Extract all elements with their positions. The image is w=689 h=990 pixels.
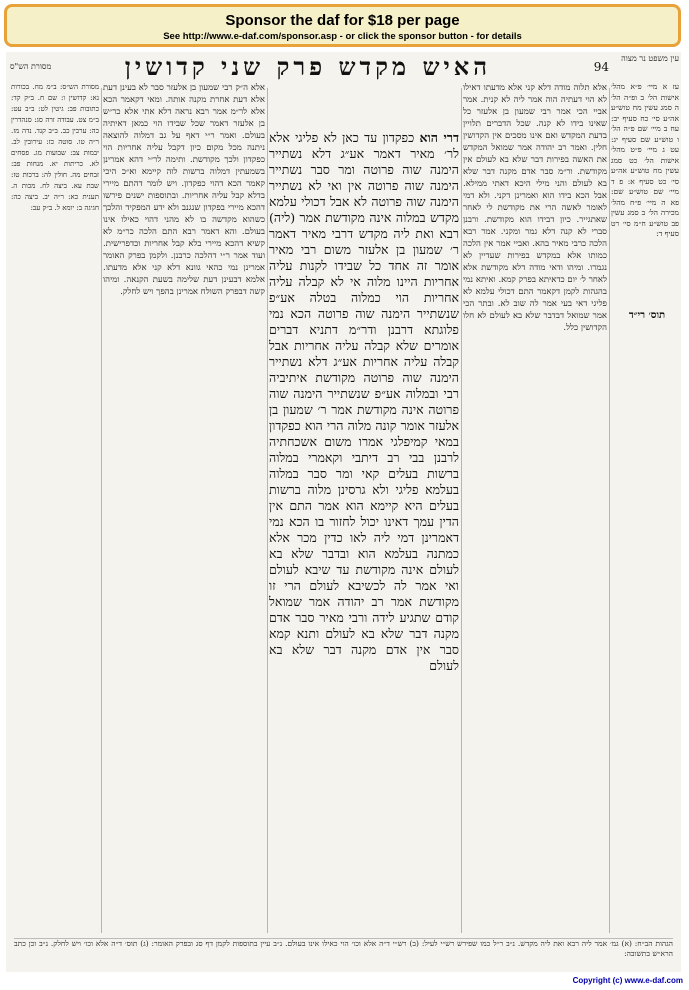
column-divider (101, 88, 102, 933)
page-headline: האיש מקדש פרק שני קדושין (124, 52, 491, 81)
page-number: 94 (593, 60, 609, 74)
sponsor-title: Sponsor the daf for $18 per page (225, 12, 460, 29)
hagahot-footnotes: הגהות הב״ח: (א) גמ׳ אמר ליה רבא ואת ליה מקדש. נ״ב ר״ל כמו שפירש רש״י לעיל: (ב) רש״י ד״ה אלא וכו׳ הוי כאילו אינו בעולם. נ״ב עיין בתוספות לקמן דף סג ובפרק האומר: (ג) תוס׳ ד״ה אלא וכו׳ ויש לחלק. נ״ב וכן כתב הרא״ש בתשובה: (14, 938, 673, 971)
sponsor-subtitle[interactable]: See http://www.e-daf.com/sponsor.asp - or click the sponsor button - for details (163, 31, 522, 42)
gemara-text: כפקדון עד כאן לא פליגי אלא לר׳ מאיר דאמר אע״ג דלא נשתייר הימנה שוה פרוטה ומר סבר נשתייר הימנה שוה פרוטה אין ואי לא נשתייר הימנה שוה פרוטה לא אבל דכולי עלמא מקדש במלוה אינה מקודשת אמר (ליה) רבא ואת ליה מקדש דרבי מאיר דאמר ר׳ שמעון בן אלעזר משום רבי מאיר אומר זה אחד כל שבידו לקנות עליה אחריות היינו מלוה אי לא קבלה עליה אחריות הוי כמלוה בטלה אע״פ שנשתייר הימנה שוה פרוטה הכא נמי פלוגתא דרבנן ודר״מ דתניא דברים אומרים שלא קבלה עליה אחריות אבל קבלה עליה אחריות אע״ג דלא נשתייר הימנה שוה פרוטה מקודשת איתיביה רבי ובמלוה אע״פ שנשתייר הימנה שוה פרוטה אינה מקודשת אמר ר׳ שמעון בן אלעזר אומר קונה מלוה הרי הוא כפקדון במאי קמיפלגי אמרו משום אשכחתיה לרבנן בבי רב דיתבי וקאמרי במלוה ברשות בעלים קאי ומר סבר במלוה בעלמא פליגי ולא גרסינן מלוה ברשות בעלים היא קיימא הוא אמר התם אין הדין עמך דאינו יכול לחזור בו הכא נמי דאמרינן דמי ליה לאו כדין מכר אלא כמתנה בעלמא הוא ובדבר שלא בא לעולם אינה מקודשת עד שיבא לעולם ואי אמר לה לכשיבא לעולם הרי זו מקודשת אמר רב יהודה אמר שמואל קודם שתגיע לידה ורבי מאיר סבר אדם מקנה דבר שלא בא לעולם ותנא קמא סבר אין אדם מקנה דבר שלא בא לעולם (269, 130, 459, 673)
gemara-column (269, 130, 459, 922)
tosafot-column: אלא ה״ק רבי שמעון בן אלעזר סבר לא בעינן דעת אלא דעת אחרת מקנה אותה. ומאי דקאמר הכא אלא לר״מ אמר רבא נראה דלא אתי אלא כר״ש בן אלעזר דאמר שכל שבידו הוי כמאן דאיתיה בעולם. ואמר ר״י דאף על גב דמלוה להוצאה ניתנה מכל מקום כיון דקבל עליה אחריות הוי כפקדון ולכך מקודשת. ותימה לר״י דהא אמרינן בשמעתין דמלוה ברשות לוה קיימא וא״כ היכי קאמר הכא דהוי כפקדון. ויש לומר דהתם מיירי בדלא קבל עליה אחריות. ובתוספות ישנים פירשו דהכא מיירי בפקדון שנגנב ולא ידע המפקיד והלכך כשהוא מקדשה בו לא מהני דהוי כאילו אינו בעולם. והא דאמר רבא התם הלכה כר״מ לא קשיא דהכא מיירי בלא קבל אחריות וכדפרישית. ועוד אמר ר״י דהלכה כרבנן. ולקמן בפרק האומר אמרינן נמי כהאי גוונא דלא קני אלא מדעתו. אלמא דבעינן דעת שלימה בשעת הקנאה. ומיהו קשה דבפרק השולח אמרינן בהפך ויש לחלק. (103, 83, 265, 297)
sponsor-banner[interactable] (4, 4, 681, 47)
masoret-hashas-heading: מסורת הש"ס (10, 62, 52, 71)
column-divider (609, 88, 610, 933)
rashi-column: אלא תלוה מודה דלא קני אלא מדעתו דאילו לא הוי דעתיה הוה אמר ליה לא קנית. אמר אביי הכי אמר רבי שמעון בן אלעזר כל שאינו בידו לא קנה. שכל הדברים תלויין בדעת המקדש ואם אינו מסכים אין הקדושין חלין. ואמר רב יהודה אמר שמואל המקדש את האשה בפירות דבר שלא בא לעולם אין מקודשת. ור״מ סבר אדם מקנה דבר שלא בא לעולם והני מילי היכא דאתי ממילא. אבל הכא בידו הוא ואמרינן דקני. ולא דמי לאומר לאשה הרי את מקודשת לי לאחר שאתגייר. כיון דבידו הוא מקודשת. ורבנן סברי לא קנה דלא גמר ומקני. אמר רבא הלכה כרבי מאיר בהא. ואביי אמר אין הלכה כמותו אלא במקדש בפירות שעדיין לא נגמרו. ומיהו ודאי מודה דלא מקודשת אלא לאחר ל׳ יום כדאיתא בפרק קמא. ואיתא נמי בהגהות לקמן דקאמר התם דכולי עלמא לא פליגי דאי בעי אמר לה שוב לא. ובתר הכי אמר שמואל דבדבר שלא בא לעולם לא חלו הקדושין כלל. (463, 83, 607, 333)
ein-mishpat-heading: עין משפט נר מצוה (621, 54, 679, 63)
gemara-lead-word: דרי הוא (419, 130, 459, 145)
masoret-hashas-column: מסורת הש״ס: ב״מ מח. בכורות נא: קדושין ו: שם ח. ב״ק קד: כתובות פב: גיטין לט: ב״ב עט: ב״מ צט. עבודה זרה סג: סנהדרין כה: ערכין כב. ב״ב קנד. נדה מז. ר״ה טו. סוטה כז: עירובין לב. יבמות צב: שבועות מג. פסחים לא. כריתות יא. מנחות פב: זבחים מה. חולין לה: ברכות טז: שבת עא. ביצה לח. מכות ה. תענית כא: ר״ה יב. ביצה כה: חגיגה ב: יומא ל. ב״ק עב: (11, 83, 99, 212)
copyright-link[interactable]: Copyright (c) www.e-daf.com (572, 976, 683, 985)
talmud-page (6, 52, 681, 972)
ein-mishpat-column: עז א מיי׳ פ״א מהל׳ אישות הל׳ ב ופ״ה הל׳ ה סמג עשין מח טוש״ע אה״ע סי׳ כח סעיף יב: עח ב מיי׳ שם פ״ה הל׳ ו טוש״ע שם סעיף יג: עט ג מיי׳ פ״ט מהל׳ אישות הל׳ כט סמג עשין מח טוש״ע אה״ע סי׳ כט סעיף א: פ ד מיי׳ שם טוש״ע שם: פא ה מיי׳ פ״ח מהל׳ מכירה הל׳ ב סמג עשין פב טוש״ע ח״מ סי׳ רט סעיף ד: (611, 82, 679, 238)
page-header (6, 52, 681, 82)
column-divider (267, 88, 268, 933)
tosafot-rid-title: תוס׳ רי״ד (619, 310, 675, 321)
column-divider (461, 88, 462, 933)
